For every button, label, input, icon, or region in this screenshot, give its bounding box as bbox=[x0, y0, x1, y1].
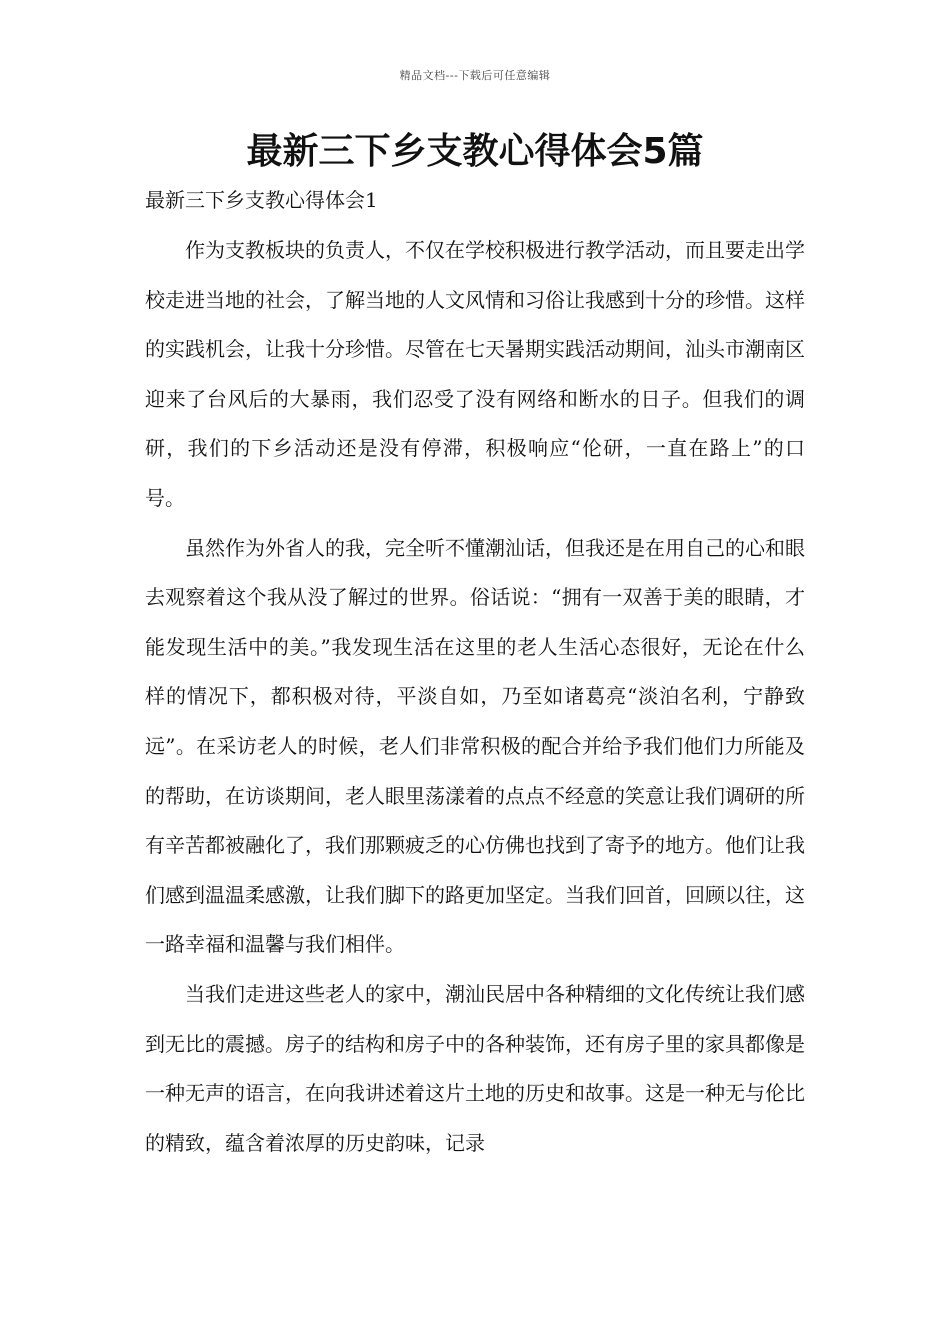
document-title: 最新三下乡支教心得体会5篇 bbox=[246, 131, 704, 172]
paragraph: 虽然作为外省人的我，完全听不懂潮汕话，但我还是在用自己的心和眼去观察着这个我从没了解过的世界。俗话说：“拥有一双善于美的眼睛，才能发现生活中的美。”我发现生活在这里的老人生活心态很好，无论在什么样的情况下，都积极对待，平淡自如，乃至如诸葛亮“淡泊名利，宁静致远”。在采访老人的时候，老人们非常积极的配合并给予我们他们力所能及的帮助，在访谈期间，老人眼里荡漾着的点点不经意的笑意让我们调研的所有辛苦都被融化了，我们那颗疲乏的心仿佛也找到了寄予的地方。他们让我们感到温温柔感激，让我们脚下的路更加坚定。当我们回首，回顾以往，这一路幸福和温馨与我们相伴。 bbox=[145, 535, 805, 957]
paragraph: 当我们走进这些老人的家中，潮汕民居中各种精细的文化传统让我们感到无比的震撼。房子的结构和房子中的各种装饰，还有房子里的家具都像是一种无声的语言，在向我讲述着这片土地的历史和故事。这是一种无与伦比的精致，蕴含着浓厚的历史韵味，记录 bbox=[145, 981, 805, 1155]
section-title: 最新三下乡支教心得体会1 bbox=[145, 188, 378, 212]
header-note: 精品文档---下载后可任意编辑 bbox=[399, 69, 551, 82]
paragraph: 作为支教板块的负责人，不仅在学校积极进行教学活动，而且要走出学校走进当地的社会，了解当地的人文风情和习俗让我感到十分的珍惜。这样的实践机会，让我十分珍惜。尽管在七天暑期实践活动期间，汕头市潮南区迎来了台风后的大暴雨，我们忍受了没有网络和断水的日子。但我们的调研，我们的下乡活动还是没有停滞，积极响应“伦研，一直在路上”的口号。 bbox=[145, 238, 805, 510]
document-body bbox=[145, 226, 805, 1168]
